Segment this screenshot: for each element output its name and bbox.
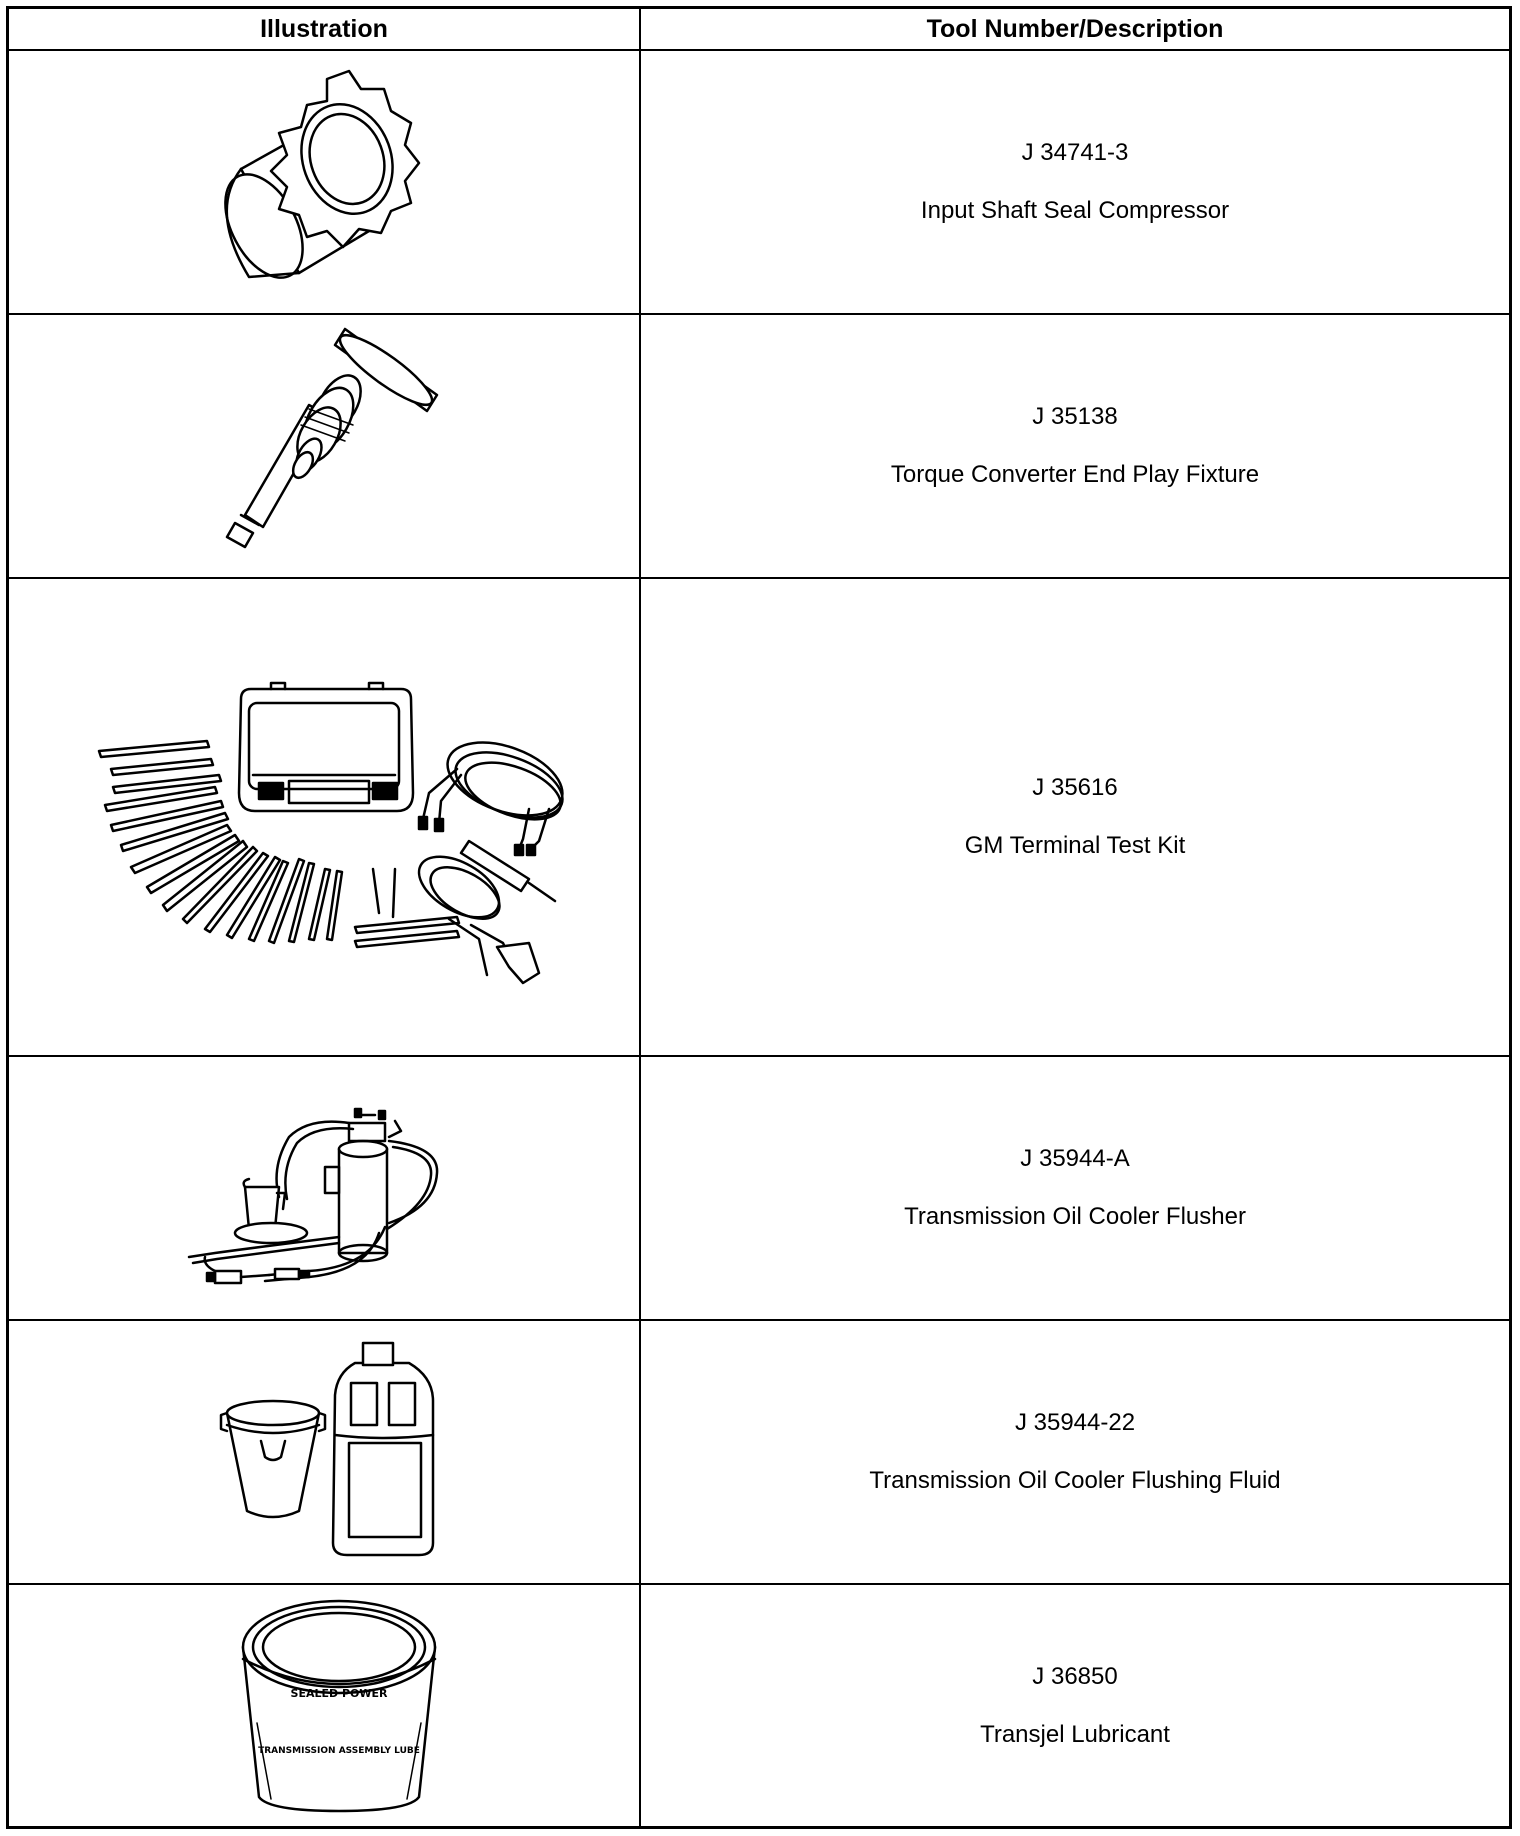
table-row: [9, 1321, 1509, 1585]
tool-number: J 35138: [1032, 403, 1118, 430]
tool-description: Input Shaft Seal Compressor: [920, 197, 1230, 224]
tub-band-label: SEALED POWER: [290, 1687, 388, 1700]
illustration-cell: [9, 315, 641, 577]
tool-description-cell: [641, 1321, 1509, 1583]
table-row: [9, 579, 1509, 1057]
tool-number: J 35944-22: [1014, 1409, 1136, 1436]
illustration-cell: [9, 1585, 641, 1826]
terminal-test-kit-icon: [9, 579, 639, 1055]
tub-body-label: TRANSMISSION ASSEMBLY LUBE: [258, 1746, 420, 1756]
tool-description-cell: [641, 1585, 1509, 1826]
illustration-cell: [9, 1057, 641, 1319]
table-row: [9, 51, 1509, 315]
table-row: [9, 1585, 1509, 1826]
header-tool-description: Tool Number/Description: [926, 14, 1224, 43]
tool-number: J 34741-3: [1021, 139, 1129, 166]
tool-description-cell: [641, 1057, 1509, 1319]
tool-description: Transmission Oil Cooler Flushing Fluid: [869, 1467, 1281, 1494]
table-row: [9, 315, 1509, 579]
tool-number: J 36850: [1032, 1662, 1118, 1690]
tool-number: J 35616: [1032, 774, 1118, 801]
illustration-cell: [9, 1321, 641, 1583]
tool-description: GM Terminal Test Kit: [964, 832, 1186, 859]
seal-compressor-icon: [9, 51, 639, 313]
table-header-row: [9, 9, 1509, 51]
table-row: [9, 1057, 1509, 1321]
flushing-fluid-icon: [9, 1321, 639, 1583]
tool-description-cell: [641, 315, 1509, 577]
tool-description-cell: [641, 51, 1509, 313]
illustration-cell: [9, 51, 641, 313]
special-tools-table: [6, 6, 1512, 1829]
oil-cooler-flusher-icon: [9, 1057, 639, 1319]
tool-description: Transjel Lubricant: [980, 1720, 1170, 1748]
tool-description-cell: [641, 579, 1509, 1055]
tool-description: Transmission Oil Cooler Flusher: [904, 1203, 1246, 1230]
illustration-cell: [9, 579, 641, 1055]
end-play-fixture-icon: [9, 315, 639, 577]
header-illustration: Illustration: [9, 9, 641, 49]
tool-description: Torque Converter End Play Fixture: [890, 461, 1260, 488]
lubricant-tub-icon: [9, 1585, 639, 1824]
tool-number: J 35944-A: [1020, 1145, 1130, 1172]
